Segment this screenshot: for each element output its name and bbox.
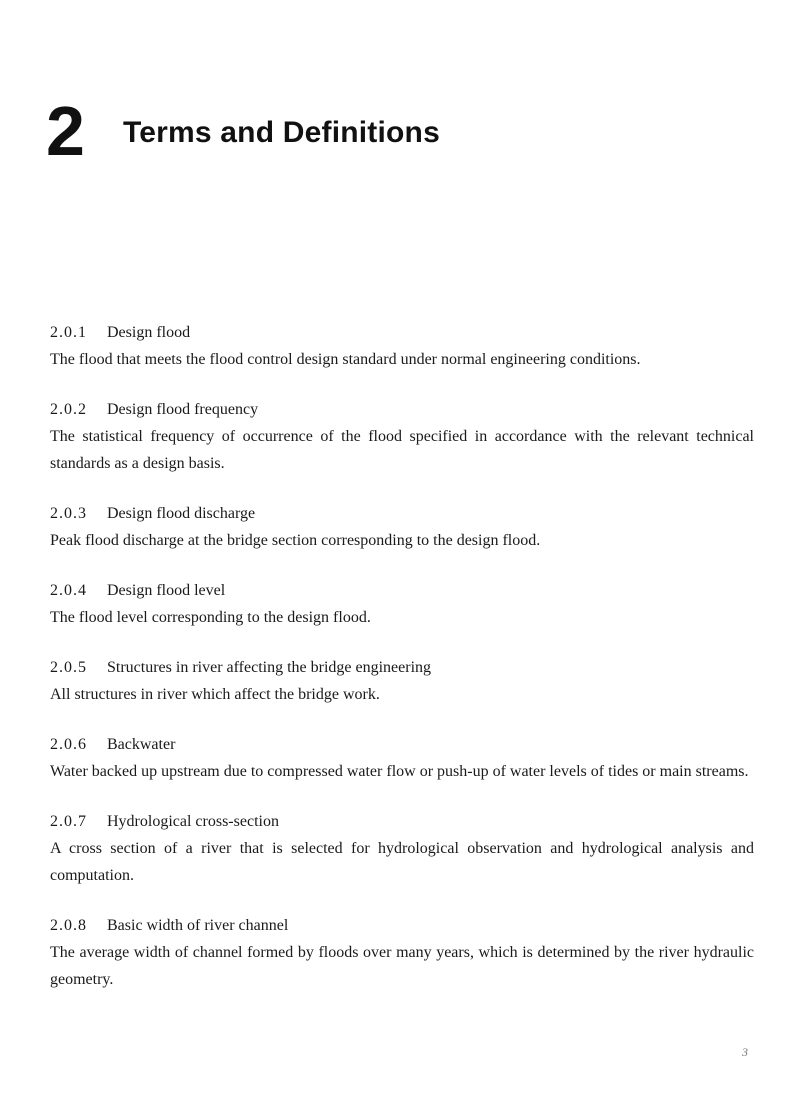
- term-heading: [50, 322, 754, 344]
- term-number: 2.0.3: [50, 505, 87, 522]
- term-number: 2.0.8: [50, 917, 87, 934]
- term-heading: [50, 734, 754, 756]
- chapter-header: [46, 92, 440, 170]
- term-entry: [50, 657, 754, 708]
- term-definition: The average width of channel formed by floods over many years, which is determined by the river hydraulic geometry.: [50, 944, 754, 988]
- term-entry: [50, 322, 754, 373]
- term-name: Design flood: [107, 324, 191, 341]
- term-definition: A cross section of a river that is selected for hydrological observation and hydrological analysis and computation.: [50, 840, 754, 884]
- term-name: Design flood frequency: [107, 401, 259, 418]
- term-name: Design flood discharge: [107, 505, 256, 522]
- term-heading: [50, 580, 754, 602]
- term-definition: All structures in river which affect the bridge work.: [50, 686, 380, 703]
- term-heading: [50, 811, 754, 833]
- term-number: 2.0.7: [50, 813, 87, 830]
- term-name: Backwater: [107, 736, 176, 753]
- term-heading: [50, 657, 754, 679]
- term-number: 2.0.6: [50, 736, 87, 753]
- term-entry: [50, 734, 754, 785]
- term-entry: [50, 399, 754, 477]
- term-entry: [50, 811, 754, 889]
- term-definition: Peak flood discharge at the bridge section corresponding to the design flood.: [50, 532, 541, 549]
- chapter-number: 2: [46, 92, 85, 170]
- term-heading: [50, 399, 754, 421]
- term-number: 2.0.5: [50, 659, 87, 676]
- chapter-title: Terms and Definitions: [122, 116, 440, 149]
- page-number: 3: [742, 1045, 748, 1059]
- term-entry: [50, 580, 754, 631]
- term-number: 2.0.4: [50, 582, 87, 599]
- term-number: 2.0.2: [50, 401, 87, 418]
- term-entry: [50, 503, 754, 554]
- term-definition: The flood level corresponding to the design flood.: [50, 609, 371, 626]
- term-name: Structures in river affecting the bridge engineering: [107, 659, 432, 676]
- term-entry: [50, 915, 754, 993]
- term-heading: [50, 915, 754, 937]
- term-definition: Water backed up upstream due to compressed water flow or push-up of water levels of tides or main streams.: [50, 763, 749, 780]
- term-number: 2.0.1: [50, 324, 87, 341]
- term-definition: The flood that meets the flood control design standard under normal engineering conditions.: [50, 351, 641, 368]
- term-heading: [50, 503, 754, 525]
- term-name: Design flood level: [107, 582, 226, 599]
- term-name: Basic width of river channel: [107, 917, 289, 934]
- term-name: Hydrological cross-section: [107, 813, 279, 830]
- terms-list: [50, 322, 754, 1019]
- term-definition: The statistical frequency of occurrence of the flood specified in accordance with the relevant technical standards as a design basis.: [50, 428, 754, 472]
